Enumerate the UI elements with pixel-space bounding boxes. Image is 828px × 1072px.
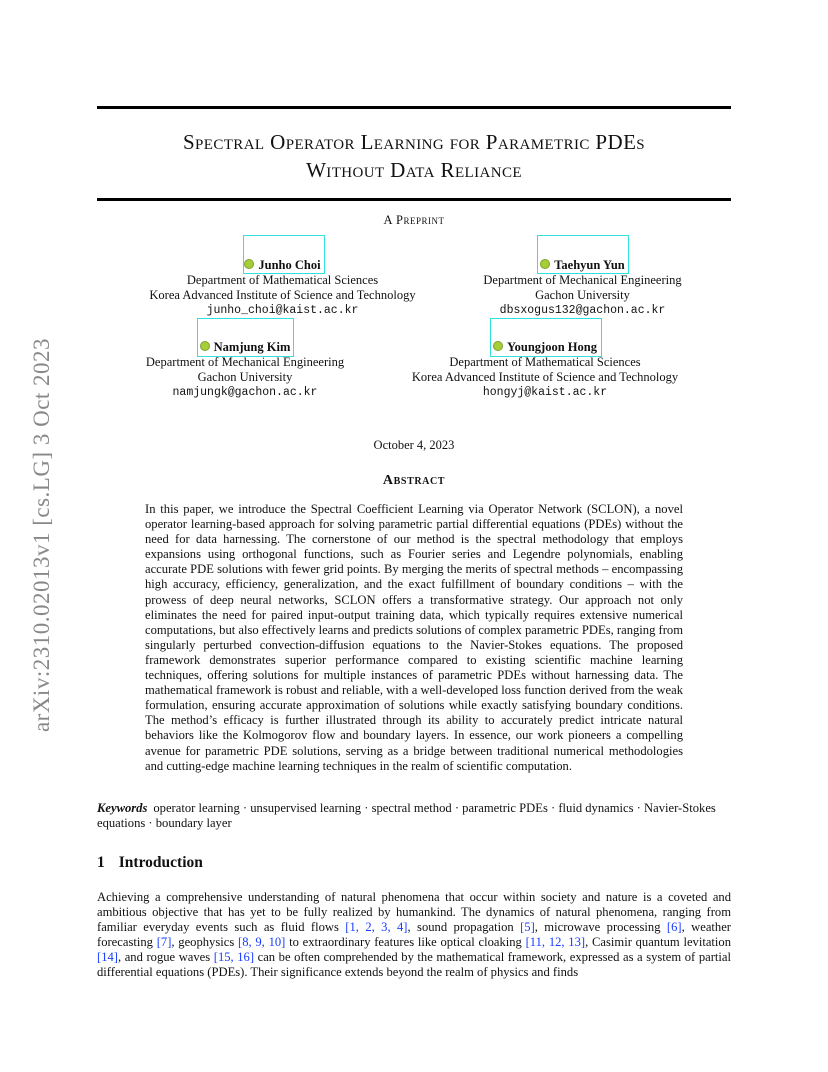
intro-text: , and rogue waves (117, 950, 214, 965)
citation-link[interactable]: [14] (97, 950, 118, 965)
author-email[interactable]: junho_choi@kaist.ac.kr (206, 304, 359, 317)
author-department: Department of Mechanical Engineering (483, 273, 682, 287)
citation-link[interactable]: [5] (520, 920, 535, 935)
intro-text: Achieving a comprehensive understanding of natural phenomena that occur within society and nature is a coveted and ambitious objective that has yet to be fully realized by humankind. The dynamics of natural phenomena, ranging from familiar everyday events such as fluid flows (97, 890, 731, 935)
orcid-icon[interactable] (493, 341, 503, 351)
author-block (120, 340, 370, 400)
author-block (130, 258, 435, 318)
intro-text: can be often comprehended by the mathematical framework, expressed as a system of partial differential equations (PDEs). Their significance extends beyond the realm of physics and finds (97, 950, 731, 980)
orcid-icon[interactable] (540, 259, 550, 269)
author-department: Department of Mathematical Sciences (186, 273, 379, 287)
top-rule (97, 106, 731, 109)
intro-text: , Casimir quantum levitation (585, 935, 732, 950)
author-email[interactable]: namjungk@gachon.ac.kr (172, 386, 318, 399)
author-department: Department of Mechanical Engineering (145, 355, 345, 369)
abstract-heading: Abstract (382, 473, 446, 488)
title-line-1: Spectral Operator Learning for Parametric PDEs (182, 130, 646, 154)
author-institution: Korea Advanced Institute of Science and Technology (149, 288, 416, 302)
citation-link[interactable]: [8, 9, 10] (238, 935, 286, 950)
arxiv-sidebar (22, 300, 62, 770)
orcid-icon[interactable] (244, 259, 254, 269)
citation-link[interactable]: [15, 16] (213, 950, 255, 965)
author-institution: Gachon University (197, 370, 293, 384)
author-name[interactable]: Youngjoon Hong (507, 340, 597, 354)
author-institution: Gachon University (535, 288, 630, 302)
title-line-2: Without Data Reliance (306, 158, 522, 182)
author-block (395, 340, 695, 400)
intro-text: , sound propagation (407, 920, 521, 935)
author-department: Department of Mathematical Sciences (449, 355, 641, 369)
intro-text: , weather forecasting (97, 920, 731, 950)
orcid-icon[interactable] (200, 341, 210, 351)
author-institution: Korea Advanced Institute of Science and Technology (411, 370, 679, 384)
author-name[interactable]: Junho Choi (258, 258, 321, 272)
preprint-label: A Preprint (383, 213, 445, 227)
section-heading (97, 854, 203, 872)
author-email[interactable]: hongyj@kaist.ac.kr (482, 386, 608, 399)
title-bottom-rule (97, 198, 731, 201)
intro-text: to extraordinary features like optical cloaking (285, 935, 526, 950)
citation-link[interactable]: [1, 2, 3, 4] (345, 920, 408, 935)
paper-title (97, 128, 731, 184)
author-name[interactable]: Namjung Kim (213, 340, 291, 354)
author-email[interactable]: dbsxogus132@gachon.ac.kr (499, 304, 666, 317)
intro-text: , geophysics (171, 935, 238, 950)
keywords-text: operator learning · unsupervised learning · spectral method · parametric PDEs · fluid dynamics · Navier-Stokes equations · boundary layer (97, 801, 716, 831)
keywords-label: Keywords (97, 801, 148, 815)
author-block (445, 258, 720, 318)
intro-paragraph (97, 890, 731, 981)
citation-link[interactable]: [11, 12, 13] (525, 935, 586, 950)
arxiv-identifier: arXiv:2310.02013v1 [cs.LG] 3 Oct 2023 (29, 337, 54, 733)
abstract-text: In this paper, we introduce the Spectral Coefficient Learning via Operator Network (SCLON), a novel operator learning-based approach for solving parametric partial differential equations (PDEs) without the need for data harnessing. The cornerstone of our method is the spectral methodology that employs expansions using orthogonal functions, such as Fourier series and Legendre polynomials, enabling accurate PDE solutions with fewer grid points. By merging the merits of spectral methods – encompassing high accuracy, efficiency, generalization, and the exact fulfillment of boundary conditions – with the prowess of deep neural networks, SCLON offers a transformative strategy. Our approach not only eliminates the need for paired input-output training data, which typically requires extensive numerical computations, but also effectively learns and predicts solutions of complex parametric PDEs, ranging from singularly perturbed convection-diffusion equations to the Navier-Stokes equations. The proposed framework demonstrates superior performance compared to existing scientific machine learning techniques, offering solutions for multiple instances of parametric PDEs without harnessing data. The mathematical framework is robust and reliable, with a well-developed loss function derived from the weak formulation, ensuring accurate approximation of solutions while exactly satisfying boundary conditions. The method’s efficacy is further illustrated through its ability to accurately predict intricate natural behaviors like the Kolmogorov flow and boundary layers. In essence, our work pioneers a compelling avenue for parametric PDE solutions, serving as a bridge between traditional numerical methodologies and cutting-edge machine learning techniques in the realm of scientific computation. (145, 502, 684, 773)
paper-date: October 4, 2023 (373, 438, 455, 452)
citation-link[interactable]: [7] (156, 935, 172, 950)
section-number: 1 (97, 854, 105, 871)
citation-link[interactable]: [6] (666, 920, 682, 935)
section-title: Introduction (118, 854, 203, 871)
author-name[interactable]: Taehyun Yun (554, 258, 625, 272)
keywords (97, 801, 731, 831)
intro-text: , microwave processing (534, 920, 667, 935)
